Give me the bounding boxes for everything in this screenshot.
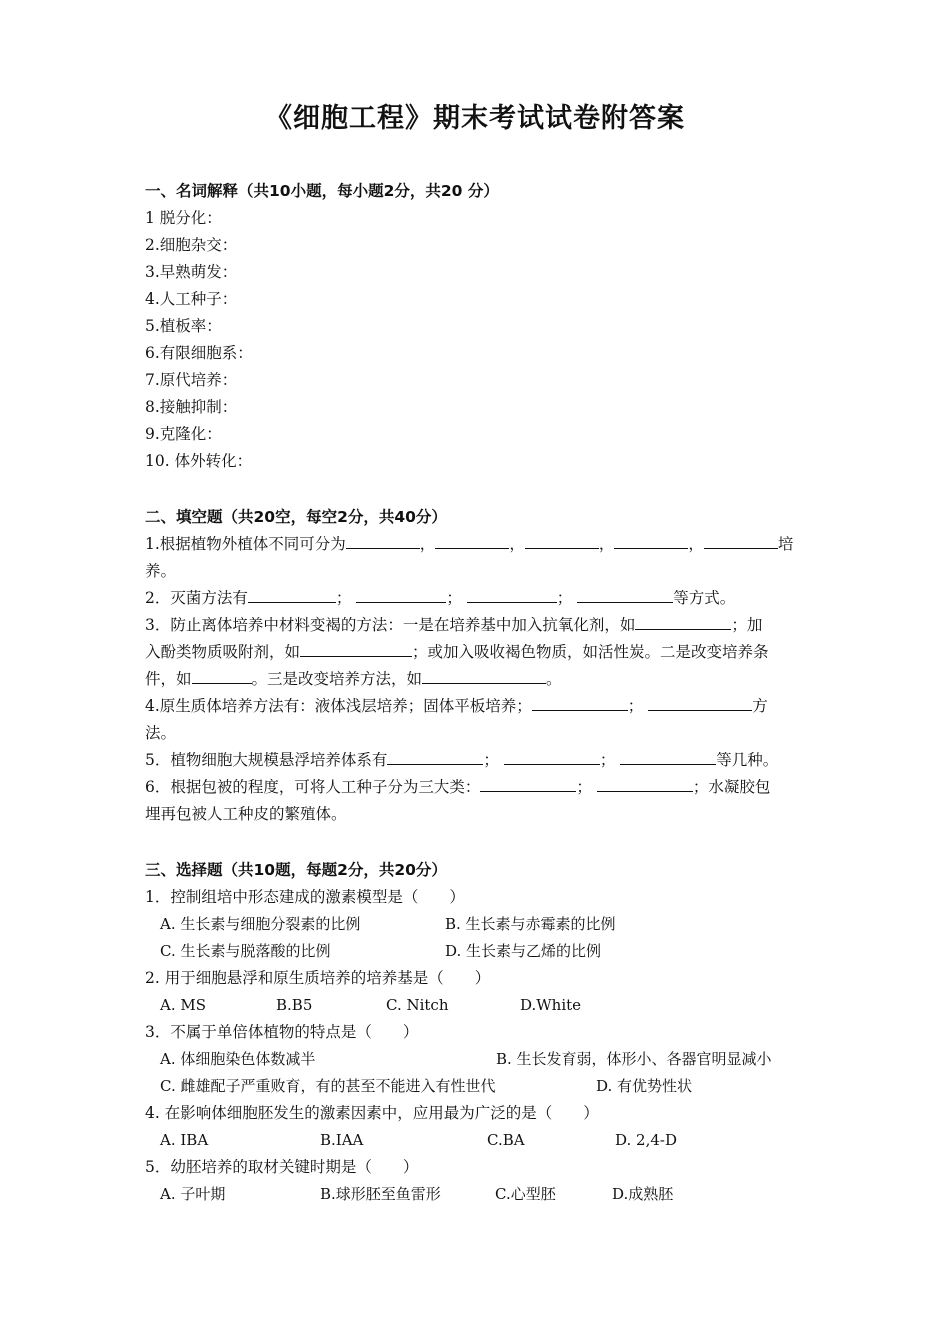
fill-question-6 [145, 777, 770, 797]
choice-question-2: 2. 用于细胞悬浮和原生质培养的培养基是（ ） [145, 969, 491, 987]
answer-blank[interactable] [704, 534, 778, 549]
fill-question-2 [145, 588, 735, 608]
term-item: 7.原代培养： [145, 371, 238, 389]
fill-question-4 [145, 696, 768, 716]
choice-option[interactable]: A. MS [160, 996, 207, 1014]
choice-option[interactable]: B. 生长素与赤霉素的比例 [445, 915, 616, 933]
choice-option[interactable]: A. 体细胞染色体数减半 [160, 1050, 316, 1068]
separator: ； [446, 589, 462, 607]
fill-question-1-cont: 养。 [145, 562, 177, 580]
choice-option[interactable]: C. 生长素与脱落酸的比例 [160, 942, 331, 960]
choice-option[interactable]: C.心型胚 [495, 1185, 556, 1203]
choice-option[interactable]: B.B5 [276, 996, 313, 1014]
answer-blank[interactable] [614, 534, 688, 549]
answer-blank[interactable] [300, 642, 412, 657]
question-text: 件，如 [145, 670, 192, 688]
fill-question-1 [145, 534, 793, 554]
term-item: 1 脱分化： [145, 209, 222, 227]
answer-blank[interactable] [635, 615, 731, 630]
separator: ； [576, 778, 592, 796]
choice-option[interactable]: B.球形胚至鱼雷形 [320, 1185, 441, 1203]
term-item: 6.有限细胞系： [145, 344, 253, 362]
question-text: 5．植物细胞大规模悬浮培养体系有 [145, 751, 388, 769]
choice-option[interactable]: A. 生长素与细胞分裂素的比例 [160, 915, 361, 933]
question-text: ；加 [731, 616, 763, 634]
choice-option[interactable]: A. IBA [160, 1131, 209, 1149]
choice-option[interactable]: C.BA [487, 1131, 525, 1149]
choice-option[interactable]: B. 生长发育弱，体形小、各器官明显减小 [496, 1050, 772, 1068]
answer-blank[interactable] [435, 534, 509, 549]
section1-heading: 一、名词解释（共10小题，每小题2分，共20 分） [145, 182, 499, 200]
answer-blank[interactable] [597, 777, 693, 792]
choice-option[interactable]: C. 雌雄配子严重败育，有的甚至不能进入有性世代 [160, 1077, 496, 1095]
section2-heading: 二、填空题（共20空，每空2分，共40分） [145, 508, 447, 526]
separator: ， [598, 535, 615, 553]
question-text: 等方式。 [673, 589, 736, 607]
answer-blank[interactable] [467, 588, 557, 603]
answer-blank[interactable] [577, 588, 673, 603]
separator: ； [335, 589, 352, 607]
choice-question-5: 5．幼胚培养的取材关键时期是（ ） [145, 1158, 419, 1176]
choice-option[interactable]: A. 子叶期 [160, 1185, 226, 1203]
choice-option[interactable]: D. 有优势性状 [596, 1077, 693, 1095]
fill-question-3-cont [145, 669, 562, 689]
answer-blank[interactable] [248, 588, 336, 603]
choice-question-3: 3．不属于单倍体植物的特点是（ ） [145, 1023, 419, 1041]
page-title: 《细胞工程》期末考试试卷附答案 [265, 103, 685, 134]
fill-question-3-cont [145, 642, 769, 662]
separator: ； [483, 751, 499, 769]
term-item: 8.接触抑制： [145, 398, 238, 416]
choice-option[interactable]: D. 2,4-D [615, 1131, 677, 1149]
question-text: 2．灭菌方法有 [145, 589, 248, 607]
question-text: 6．根据包被的程度，可将人工种子分为三大类： [145, 778, 481, 796]
choice-option[interactable]: D. 生长素与乙烯的比例 [445, 942, 602, 960]
separator: ； [627, 697, 644, 715]
term-item: 9.克隆化： [145, 425, 222, 443]
choice-option[interactable]: C. Nitch [386, 996, 449, 1014]
answer-blank[interactable] [504, 750, 600, 765]
answer-blank[interactable] [192, 669, 252, 684]
question-text: ；水凝胶包 [692, 778, 771, 796]
choice-question-4: 4. 在影响体细胞胚发生的激素因素中，应用最为广泛的是（ ） [145, 1104, 599, 1122]
answer-blank[interactable] [620, 750, 716, 765]
separator: ， [688, 535, 704, 553]
fill-question-5 [145, 750, 778, 770]
fill-question-3 [145, 615, 762, 635]
answer-blank[interactable] [532, 696, 628, 711]
question-text: 方 [752, 697, 768, 715]
choice-question-1: 1．控制组培中形态建成的激素模型是（ ） [145, 888, 465, 906]
answer-blank[interactable] [422, 669, 546, 684]
question-text: 入酚类物质吸附剂，如 [145, 643, 301, 661]
answer-blank[interactable] [648, 696, 752, 711]
question-text: 4.原生质体培养方法有：液体浅层培养；固体平板培养； [145, 697, 532, 715]
answer-blank[interactable] [387, 750, 483, 765]
separator: ； [556, 589, 573, 607]
answer-blank[interactable] [525, 534, 599, 549]
separator: ； [599, 751, 616, 769]
fill-question-6-cont: 埋再包被人工种皮的繁殖体。 [145, 805, 347, 823]
question-text: ；或加入吸收褐色物质，如活性炭。二是改变培养条 [412, 643, 769, 661]
separator: ， [509, 535, 525, 553]
term-item: 4.人工种子： [145, 290, 238, 308]
answer-blank[interactable] [356, 588, 446, 603]
answer-blank[interactable] [480, 777, 576, 792]
term-item: 3.早熟萌发： [145, 263, 238, 281]
choice-option[interactable]: D.White [520, 996, 582, 1014]
question-text: 等几种。 [716, 751, 779, 769]
question-text: 3．防止离体培养中材料变褐的方法：一是在培养基中加入抗氧化剂，如 [145, 616, 636, 634]
question-text: 培 [777, 535, 794, 553]
term-item: 5.植板率： [145, 317, 222, 335]
question-text: 。三是改变培养方法，如 [251, 670, 423, 688]
term-item: 2.细胞杂交： [145, 236, 238, 254]
choice-option[interactable]: D.成熟胚 [612, 1185, 674, 1203]
choice-option[interactable]: B.IAA [320, 1131, 364, 1149]
question-text: 1.根据植物外植体不同可分为 [145, 535, 346, 553]
term-item: 10. 体外转化： [145, 452, 253, 470]
section3-heading: 三、选择题（共10题，每题2分，共20分） [145, 861, 447, 879]
separator: ， [419, 535, 436, 553]
answer-blank[interactable] [346, 534, 420, 549]
fill-question-4-cont: 法。 [145, 724, 177, 742]
question-text: 。 [546, 670, 562, 688]
